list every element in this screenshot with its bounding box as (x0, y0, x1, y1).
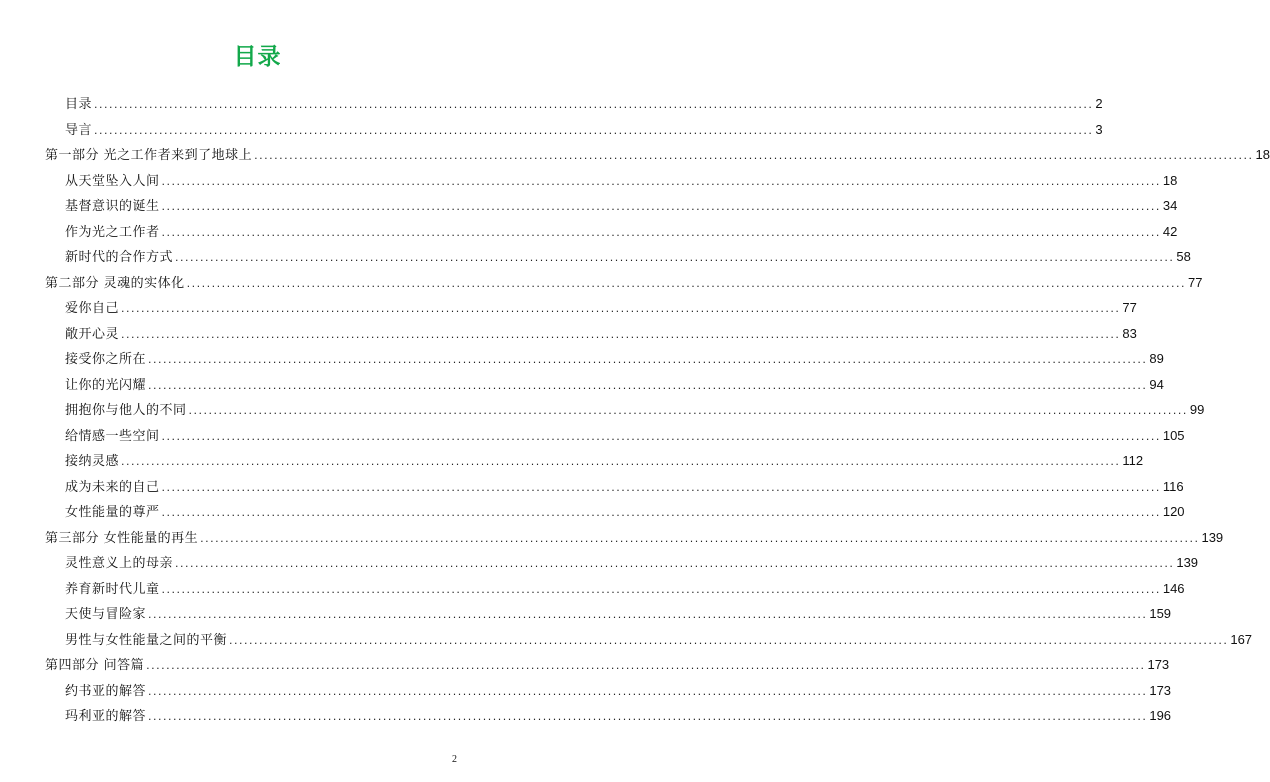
toc-entry-title: 让你的光闪耀 (65, 377, 147, 393)
dot-leader: ........................................................................................................................................................................................................ (186, 276, 1186, 290)
toc-entry-title: 约书亚的解答 (65, 683, 147, 699)
toc-entry-title: 导言 (65, 122, 93, 138)
toc-entry[interactable] (65, 499, 1185, 524)
toc-entry-title: 第一部分 光之工作者来到了地球上 (45, 148, 253, 163)
toc-entry-page-number: 173 (1147, 657, 1170, 672)
toc-entry-page-number: 99 (1189, 402, 1205, 417)
toc-entry[interactable] (65, 627, 1253, 652)
toc-entry-page-number: 89 (1149, 351, 1164, 366)
dot-leader: ........................................................................................................................................................................................................ (146, 659, 1146, 672)
toc-entry-title: 敞开心灵 (65, 326, 120, 342)
dot-leader: ........................................................................................................................................................................................................ (254, 149, 1254, 162)
toc-entry-page-number: 105 (1162, 427, 1185, 443)
toc-entry-page-number: 18 (1255, 147, 1270, 162)
dot-leader: ........................................................................................................................................................................................................ (161, 225, 1161, 239)
toc-entry[interactable] (45, 142, 1270, 167)
toc-entry[interactable] (65, 576, 1185, 601)
toc-entry-page-number: 3 (1095, 121, 1103, 137)
toc-entry-title: 新时代的合作方式 (65, 250, 174, 265)
dot-leader: ........................................................................................................................................................................................................ (161, 582, 1161, 596)
toc-entry-title: 女性能量的尊严 (65, 505, 160, 520)
toc-entry[interactable] (65, 601, 1172, 626)
page-number: 2 (452, 754, 457, 765)
toc-entry[interactable] (65, 474, 1184, 499)
toc-entry-title: 接纳灵感 (65, 454, 120, 469)
toc-entry-page-number: 83 (1122, 325, 1137, 341)
dot-leader: ........................................................................................................................................................................................................ (148, 710, 1148, 723)
toc-entry-title: 给情感一些空间 (65, 428, 160, 444)
dot-leader: ........................................................................................................................................................................................................ (161, 480, 1161, 494)
toc-entry-page-number: 2 (1095, 96, 1103, 111)
dot-leader: ........................................................................................................................................................................................................ (188, 404, 1188, 417)
dot-leader: ........................................................................................................................................................................................................ (121, 455, 1121, 468)
toc-entry-page-number: 18 (1162, 172, 1178, 188)
toc-entry-page-number: 196 (1149, 708, 1172, 723)
toc-entry-page-number: 146 (1162, 580, 1185, 596)
toc-entry-title: 爱你自己 (65, 301, 120, 316)
toc-entry[interactable] (65, 397, 1205, 422)
toc-entry[interactable] (65, 678, 1172, 703)
toc-entry-title: 第三部分 女性能量的再生 (45, 530, 199, 546)
toc-entry[interactable] (65, 703, 1172, 728)
toc-entry[interactable] (45, 652, 1170, 677)
toc-entry[interactable] (65, 550, 1199, 575)
toc-entry-page-number: 94 (1149, 376, 1164, 392)
dot-leader: ........................................................................................................................................................................................................ (161, 506, 1161, 519)
dot-leader: ........................................................................................................................................................................................................ (161, 429, 1161, 443)
toc-entry-page-number: 112 (1122, 453, 1144, 468)
toc-entry[interactable] (65, 295, 1137, 320)
toc-entry-page-number: 77 (1187, 274, 1203, 290)
toc-entry[interactable] (45, 525, 1224, 550)
toc-entry-title: 男性与女性能量之间的平衡 (65, 632, 228, 648)
toc-entry-page-number: 139 (1201, 529, 1224, 545)
toc-entry[interactable] (65, 91, 1103, 116)
toc-entry-title: 成为未来的自己 (65, 479, 160, 495)
toc-entry-title: 第四部分 问答篇 (45, 658, 145, 673)
dot-leader: ........................................................................................................................................................................................................ (175, 557, 1175, 570)
dot-leader: ........................................................................................................................................................................................................ (148, 353, 1148, 366)
toc-entry-title: 接受你之所在 (65, 352, 147, 367)
dot-leader: ........................................................................................................................................................................................................ (161, 200, 1161, 213)
toc-entry[interactable] (65, 168, 1178, 193)
toc-entry-title: 天使与冒险家 (65, 607, 147, 622)
toc-entry[interactable] (65, 372, 1164, 397)
dot-leader: ........................................................................................................................................................................................................ (148, 608, 1148, 621)
dot-leader: ........................................................................................................................................................................................................ (229, 633, 1229, 647)
toc-entry-page-number: 42 (1162, 223, 1178, 239)
toc-entry-title: 目录 (65, 97, 93, 112)
toc-entry[interactable] (45, 270, 1203, 295)
dot-leader: ........................................................................................................................................................................................................ (94, 123, 1094, 137)
dot-leader: ........................................................................................................................................................................................................ (121, 327, 1121, 341)
toc-entry-title: 第二部分 灵魂的实体化 (45, 275, 185, 291)
toc-entry-title: 灵性意义上的母亲 (65, 556, 174, 571)
toc-entry-page-number: 167 (1230, 631, 1253, 647)
toc-entry[interactable] (65, 117, 1103, 142)
dot-leader: ........................................................................................................................................................................................................ (121, 302, 1121, 315)
dot-leader: ........................................................................................................................................................................................................ (200, 531, 1200, 545)
toc-entry-page-number: 116 (1162, 478, 1184, 494)
toc-entry[interactable] (65, 244, 1191, 269)
toc-entry-title: 基督意识的诞生 (65, 199, 160, 214)
toc-entry-title: 玛利亚的解答 (65, 709, 147, 724)
toc-entry[interactable] (65, 321, 1137, 346)
toc-entry-title: 养育新时代儿童 (65, 581, 160, 597)
toc-entry-page-number: 173 (1149, 682, 1172, 698)
dot-leader: ........................................................................................................................................................................................................ (94, 98, 1094, 111)
toc-entry[interactable] (65, 448, 1144, 473)
dot-leader: ........................................................................................................................................................................................................ (161, 174, 1161, 188)
toc-entry[interactable] (65, 193, 1178, 218)
toc-entry[interactable] (65, 219, 1178, 244)
toc-entry[interactable] (65, 346, 1164, 371)
page-title: 目录 (233, 44, 282, 70)
toc-entry-page-number: 159 (1149, 606, 1172, 621)
dot-leader: ........................................................................................................................................................................................................ (148, 378, 1148, 392)
toc-entry-page-number: 139 (1176, 555, 1199, 570)
dot-leader: ........................................................................................................................................................................................................ (148, 684, 1148, 698)
toc-entry-title: 从天堂坠入人间 (65, 173, 160, 189)
dot-leader: ........................................................................................................................................................................................................ (175, 251, 1175, 264)
toc-entry-page-number: 58 (1176, 249, 1191, 264)
toc-entry[interactable] (65, 423, 1185, 448)
toc-entry-title: 作为光之工作者 (65, 224, 160, 240)
toc-entry-page-number: 120 (1162, 504, 1185, 519)
toc-entry-page-number: 77 (1122, 300, 1137, 315)
toc-entry-title: 拥抱你与他人的不同 (65, 403, 187, 418)
toc-entry-page-number: 34 (1162, 198, 1178, 213)
